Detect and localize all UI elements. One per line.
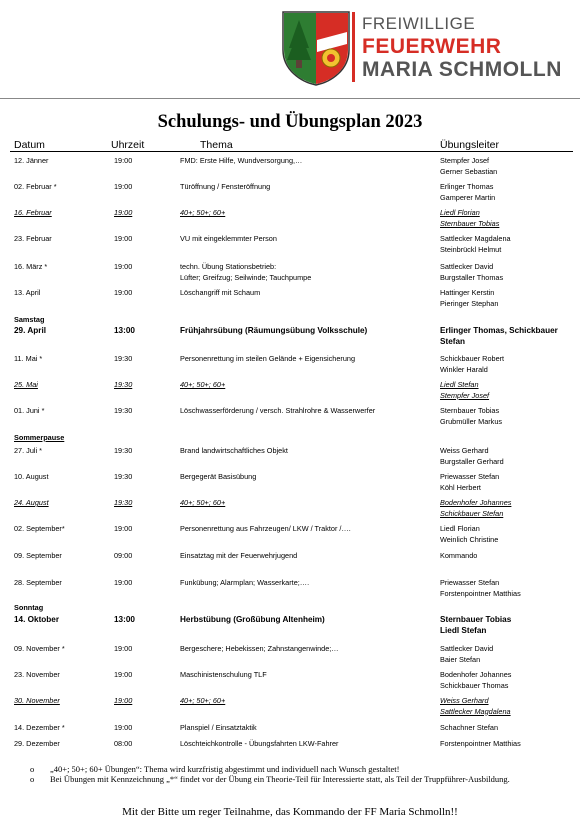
row-date: 23. Februar [14, 234, 52, 243]
row-date: 24. August [14, 498, 49, 507]
leader-name: Erlinger Thomas, Schickbauer [440, 326, 558, 335]
leader-name: Priewasser Stefan [440, 578, 500, 587]
row-time: 13:00 [114, 615, 135, 624]
leader-name: Schickbauer Robert [440, 354, 505, 363]
leader-name: Bodenhofer Johannes [440, 498, 512, 507]
bullet-icon: o [30, 764, 35, 774]
note-item [30, 774, 565, 784]
row-date: 29. Dezember [14, 739, 60, 748]
row-date: 16. März * [14, 262, 48, 271]
brand-line-3: MARIA SCHMOLLN [362, 58, 562, 81]
row-leaders [440, 234, 580, 255]
row-time: 19:00 [114, 723, 133, 732]
row-topic [180, 739, 435, 750]
row-leaders [440, 288, 580, 309]
row-time: 13:00 [114, 326, 135, 335]
row-topic [180, 288, 435, 299]
fire-department-logo-icon [281, 10, 351, 86]
row-date: 10. August [14, 472, 49, 481]
row-date: 25. Mai [14, 380, 38, 389]
row-date: 28. September [14, 578, 62, 587]
leader-name: Sternbauer Tobias [440, 406, 500, 415]
row-topic [180, 262, 435, 283]
row-leaders [440, 380, 580, 401]
row-topic [180, 182, 435, 193]
row-leaders [440, 208, 580, 229]
row-leaders [440, 615, 580, 636]
leader-name: Sattlecker David [440, 644, 494, 653]
leader-name: Pieringer Stephan [440, 298, 499, 308]
row-date: 16. Februar [14, 208, 52, 217]
brand-line-2: FEUERWEHR [362, 35, 502, 58]
row-time: 19:30 [114, 354, 133, 363]
row-date: 30. November [14, 696, 60, 705]
row-leaders [440, 472, 580, 493]
row-date: 11. Mai * [14, 354, 43, 363]
row-topic [180, 446, 435, 457]
topic-line: 40+; 50+; 60+ [180, 380, 226, 389]
row-time: 19:00 [114, 288, 133, 297]
row-date: 09. November * [14, 644, 65, 653]
leader-name: Steinbrückl Helmut [440, 244, 502, 254]
topic-line: Planspiel / Einsatztaktik [180, 723, 257, 732]
row-time: 19:00 [114, 696, 133, 705]
leader-name: Sattlecker Magdalena [440, 706, 511, 716]
row-leaders [440, 670, 580, 691]
topic-line: FMD: Erste Hilfe, Wundversorgung,… [180, 156, 303, 165]
row-leaders [440, 551, 580, 562]
topic-line: Lüfter; Greifzug; Seilwinde; Tauchpumpe [180, 272, 312, 282]
topic-line: techn. Übung Stationsbetrieb: [180, 262, 277, 271]
row-topic [180, 723, 435, 734]
row-time: 19:00 [114, 524, 133, 533]
leader-name: Gamperer Martin [440, 192, 496, 202]
topic-line: Brand landwirtschaftliches Objekt [180, 446, 288, 455]
row-leaders [440, 182, 580, 203]
header [0, 0, 580, 100]
leader-name: Sternbauer Tobias [440, 615, 512, 624]
row-leaders [440, 739, 580, 750]
row-topic [180, 208, 435, 219]
row-date: 14. Dezember * [14, 723, 65, 732]
row-date: 02. September* [14, 524, 65, 533]
row-topic [180, 472, 435, 483]
row-time: 19:00 [114, 156, 133, 165]
row-leaders [440, 644, 580, 665]
row-leaders [440, 498, 580, 519]
row-time: 19:00 [114, 670, 133, 679]
column-header-time: Uhrzeit [111, 139, 145, 151]
topic-line: 40+; 50+; 60+ [180, 498, 226, 507]
row-date: 14. Oktober [14, 615, 60, 624]
topic-line: VU mit eingeklemmter Person [180, 234, 277, 243]
leader-name: Schickbauer Stefan [440, 508, 504, 518]
topic-line: Bergegerät Basisübung [180, 472, 257, 481]
label-samstag: Samstag [14, 315, 45, 324]
row-time: 19:30 [114, 406, 133, 415]
row-leaders [440, 578, 580, 599]
leader-name: Erlinger Thomas [440, 182, 494, 191]
leader-name: Hattinger Kerstin [440, 288, 495, 297]
bullet-icon: o [30, 774, 35, 784]
leader-name: Winkler Harald [440, 364, 488, 374]
row-topic [180, 156, 435, 167]
header-rule [10, 151, 573, 152]
row-leaders [440, 262, 580, 283]
leader-name: Weiss Gerhard [440, 696, 489, 705]
notes-list [30, 764, 565, 784]
row-date: 02. Februar * [14, 182, 57, 191]
topic-line: Frühjahrsübung (Räumungsübung Volksschule) [180, 326, 368, 335]
row-date: 09. September [14, 551, 62, 560]
leader-name: Forstenpointner Matthias [440, 588, 521, 598]
leader-name: Stempfer Josef [440, 156, 490, 165]
row-topic [180, 498, 435, 509]
brand-line-1: FREIWILLIGE [362, 14, 476, 33]
row-time: 19:00 [114, 578, 133, 587]
row-date: 13. April [14, 288, 41, 297]
leader-name: Sattlecker David [440, 262, 494, 271]
topic-line: Herbstübung (Großübung Altenheim) [180, 615, 325, 624]
label-sommerpause: Sommerpause [14, 433, 65, 442]
topic-line: Löschwasserförderung / versch. Strahlrohre & Wasserwerfer [180, 406, 376, 415]
row-leaders [440, 446, 580, 467]
topic-line: 40+; 50+; 60+ [180, 208, 226, 217]
leader-name: Burgstaller Thomas [440, 272, 504, 282]
leader-name: Baier Stefan [440, 654, 481, 664]
leader-name: Gerner Sebastian [440, 166, 498, 176]
leader-name: Liedl Florian [440, 208, 480, 217]
row-topic [180, 380, 435, 391]
row-topic [180, 578, 435, 589]
leader-name: Stempfer Josef [440, 390, 490, 400]
topic-line: Löschteichkontrolle - Übungsfahrten LKW-Fahrer [180, 739, 339, 748]
row-time: 19:00 [114, 262, 133, 271]
row-date: 29. April [14, 326, 47, 335]
row-topic [180, 615, 435, 626]
leader-name: Bodenhofer Johannes [440, 670, 512, 679]
topic-line: Türöffnung / Fensteröffnung [180, 182, 271, 191]
leader-name: Weinlich Christine [440, 534, 499, 544]
row-time: 19:30 [114, 380, 133, 389]
column-header-topic: Thema [200, 139, 233, 151]
leader-name: Stefan [440, 336, 466, 346]
topic-line: Bergeschere; Hebekissen; Zahnstangenwinde;… [180, 644, 339, 653]
row-leaders [440, 326, 580, 347]
closing-line: Mit der Bitte um reger Teilnahme, das Kommando der FF Maria Schmolln!! [122, 806, 458, 818]
leader-name: Schachner Stefan [440, 723, 499, 732]
row-topic [180, 326, 435, 337]
row-leaders [440, 723, 580, 734]
row-date: 27. Juli * [14, 446, 42, 455]
row-time: 19:00 [114, 182, 133, 191]
leader-name: Liedl Florian [440, 524, 480, 533]
note-item [30, 764, 565, 774]
row-time: 19:30 [114, 472, 133, 481]
leader-name: Burgstaller Gerhard [440, 456, 504, 466]
note-text: „40+; 50+; 60+ Übungen“: Thema wird kurzfristig abgestimmt und individuell nach Wunsch gestaltet! [50, 764, 400, 774]
row-leaders [440, 406, 580, 427]
column-header-leader: Übungsleiter [440, 139, 499, 151]
row-topic [180, 354, 435, 365]
leader-name: Priewasser Stefan [440, 472, 500, 481]
topic-line: Personenrettung aus Fahrzeugen/ LKW / Traktor /…. [180, 524, 351, 533]
leader-name: Liedl Stefan [440, 380, 479, 389]
page-title: Schulungs- und Übungsplan 2023 [157, 112, 423, 132]
row-time: 19:30 [114, 498, 133, 507]
row-date: 23. November [14, 670, 60, 679]
row-topic [180, 551, 435, 562]
row-date: 12. Jänner [14, 156, 49, 165]
row-time: 09:00 [114, 551, 133, 560]
row-leaders [440, 156, 580, 177]
leader-name: Kommando [440, 551, 478, 560]
leader-name: Schickbauer Thomas [440, 680, 509, 690]
topic-line: Löschangriff mit Schaum [180, 288, 261, 297]
leader-name: Sattlecker Magdalena [440, 234, 511, 243]
row-topic [180, 406, 435, 417]
row-leaders [440, 354, 580, 375]
row-topic [180, 234, 435, 245]
leader-name: Forstenpointner Matthias [440, 739, 521, 748]
row-topic [180, 670, 435, 681]
topic-line: Einsatztag mit der Feuerwehrjugend [180, 551, 298, 560]
topic-line: Funkübung; Alarmplan; Wasserkarte;…. [180, 578, 310, 587]
row-time: 19:00 [114, 234, 133, 243]
leader-name: Grubmüller Markus [440, 416, 503, 426]
leader-name: Köhl Herbert [440, 482, 481, 492]
row-date: 01. Juni * [14, 406, 45, 415]
note-text: Bei Übungen mit Kennzeichnung „*“ findet vor der Übung ein Theorie-Teil für Interessierte statt, als Teil der Truppführer-Ausbildung. [50, 774, 510, 784]
topic-line: 40+; 50+; 60+ [180, 696, 226, 705]
row-time: 19:00 [114, 644, 133, 653]
leader-name: Sternbauer Tobias [440, 218, 500, 228]
header-divider [0, 98, 580, 99]
row-topic [180, 696, 435, 707]
topic-line: Personenrettung im steilen Gelände + Eigensicherung [180, 354, 356, 363]
row-topic [180, 644, 435, 655]
leader-name: Liedl Stefan [440, 625, 487, 635]
row-time: 19:30 [114, 446, 133, 455]
row-time: 08:00 [114, 739, 133, 748]
column-header-date: Datum [14, 139, 45, 151]
label-sonntag: Sonntag [14, 603, 44, 612]
brand-bar [352, 12, 355, 82]
leader-name: Weiss Gerhard [440, 446, 489, 455]
row-leaders [440, 696, 580, 717]
row-leaders [440, 524, 580, 545]
topic-line: Maschinistenschulung TLF [180, 670, 267, 679]
row-topic [180, 524, 435, 535]
row-time: 19:00 [114, 208, 133, 217]
